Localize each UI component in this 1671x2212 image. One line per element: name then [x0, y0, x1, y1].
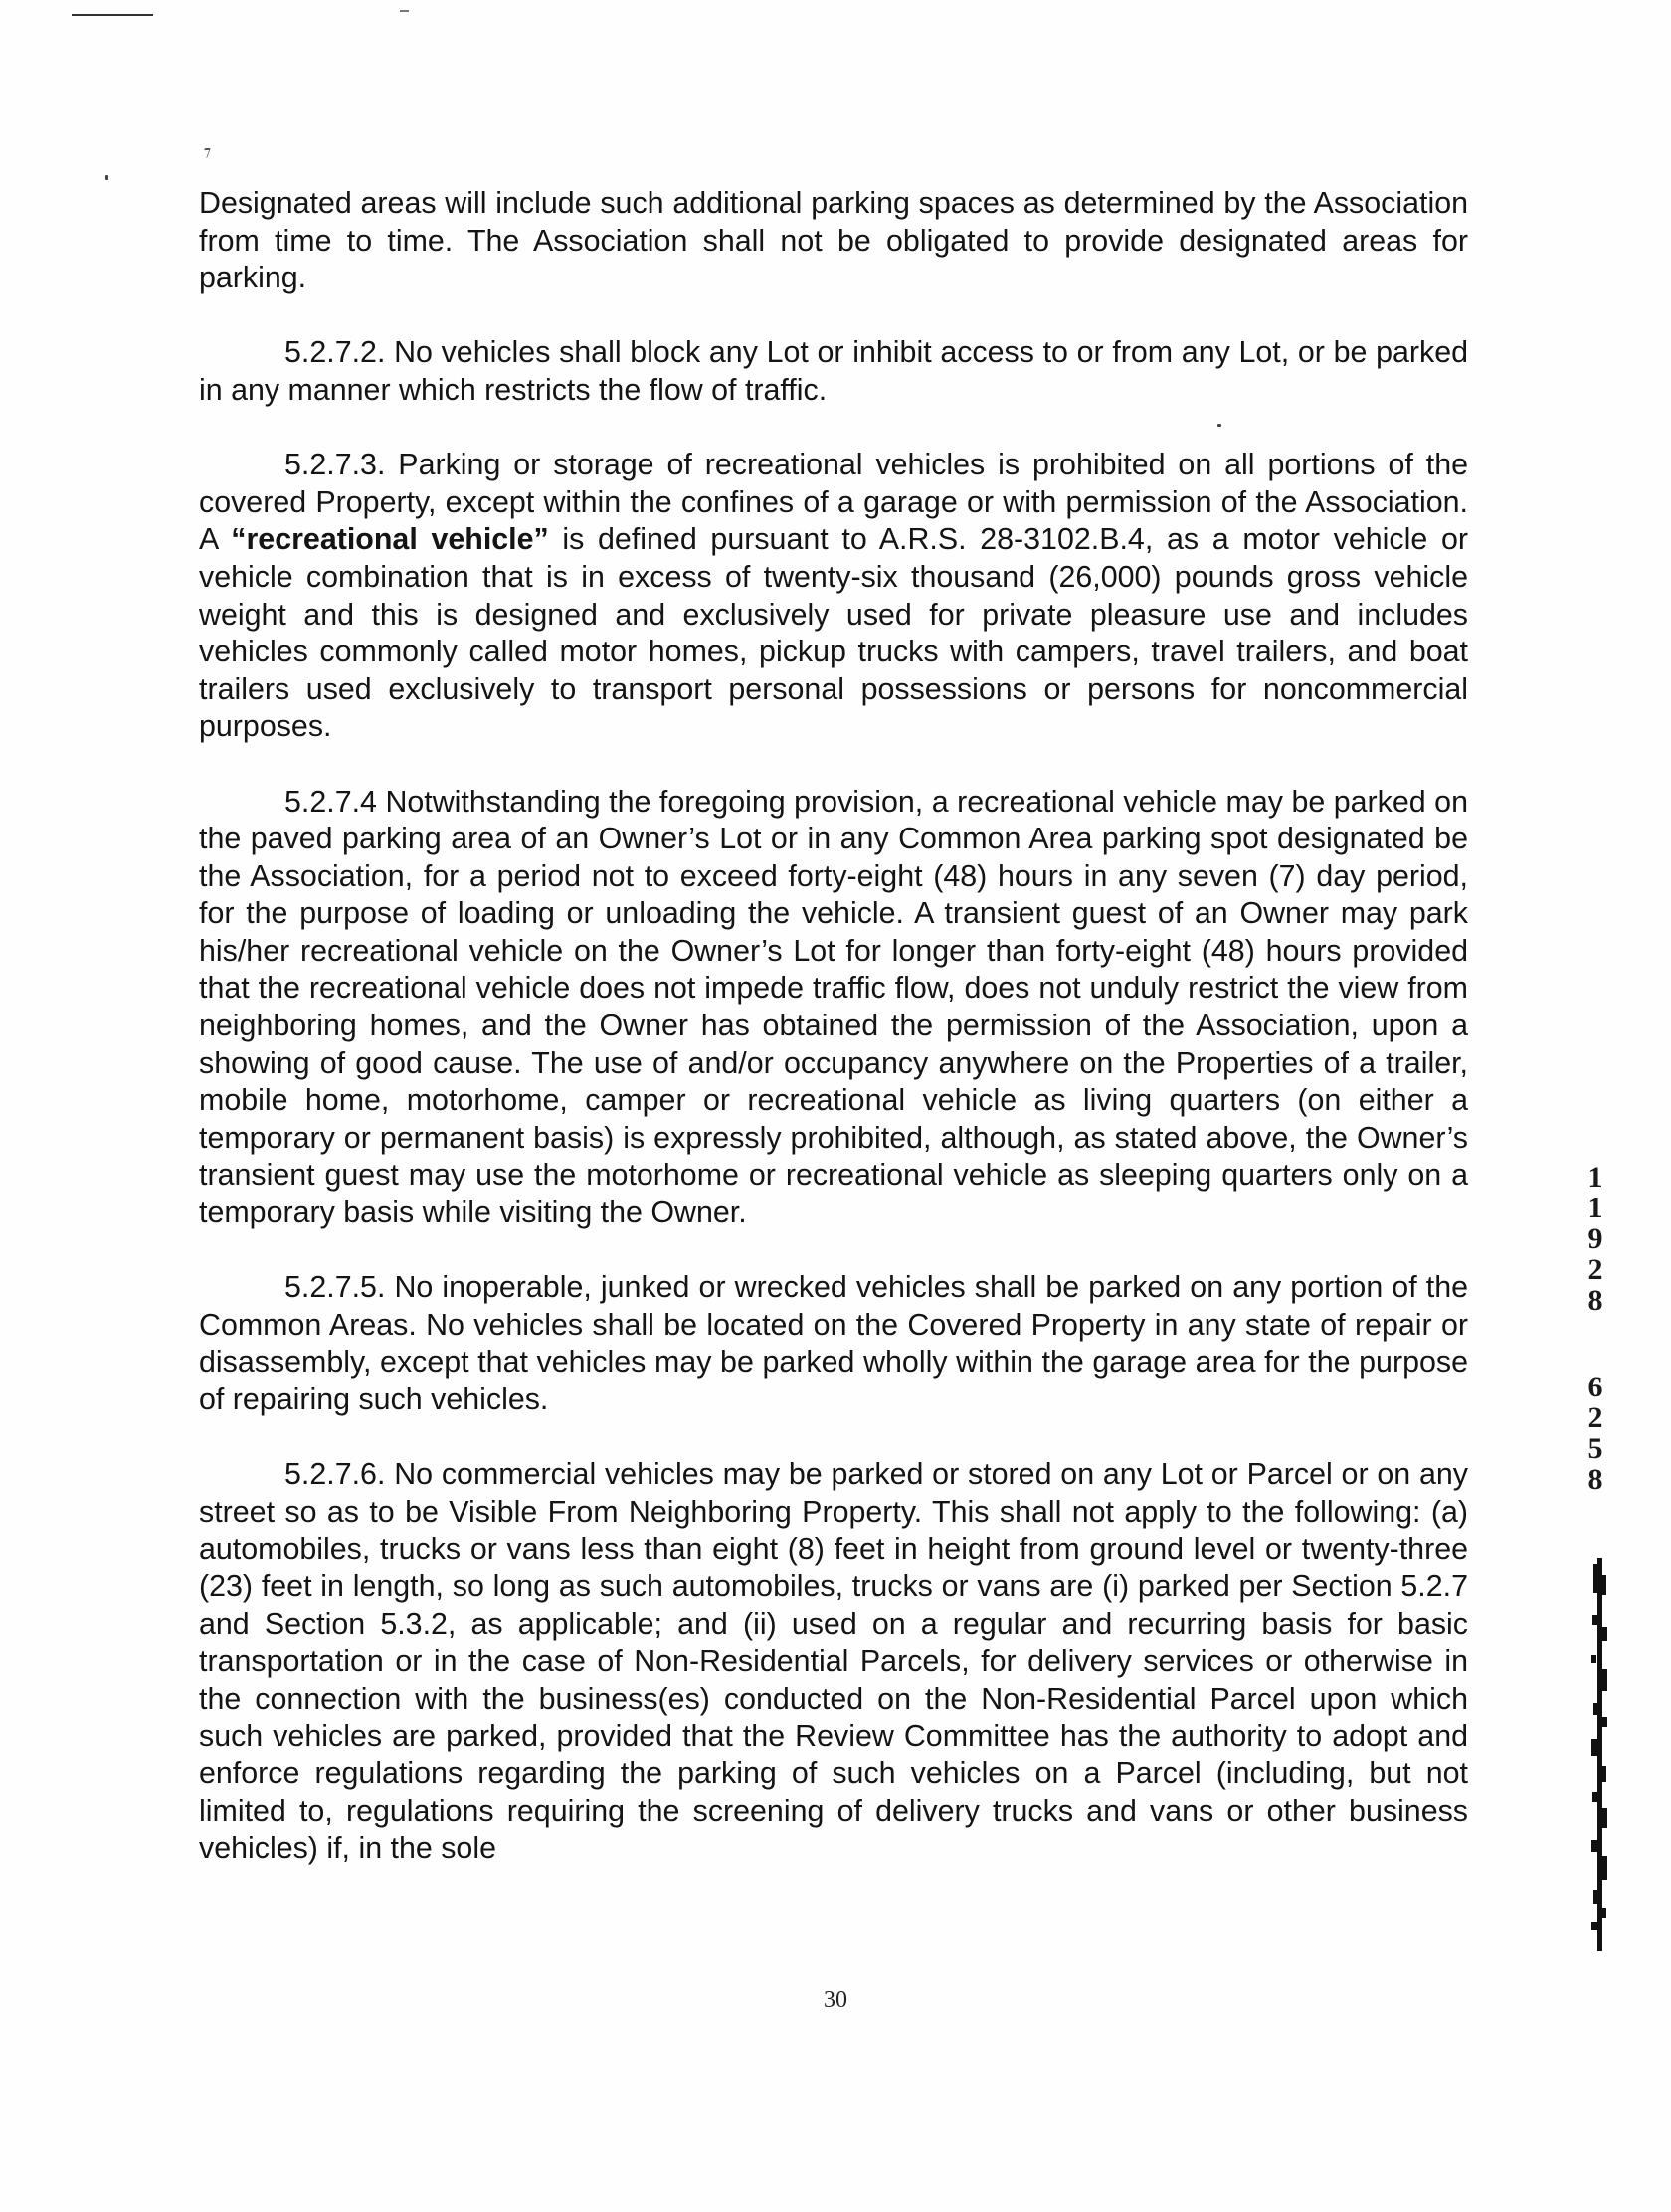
- document-body: [199, 185, 1468, 1868]
- stamp-digit: 5: [1587, 1432, 1603, 1465]
- paragraph-p4: [199, 784, 1468, 1232]
- stamp-digit: 1: [1587, 1192, 1603, 1224]
- paragraph-p3: [199, 447, 1468, 746]
- text-run: Designated areas will include such additional parking spaces as determined by the Association from time to time. The Association shall not be obligated to provide designated areas for parking.: [199, 186, 1468, 295]
- defined-term: “recreational vehicle”: [231, 522, 549, 557]
- scan-speck: [201, 148, 211, 158]
- stamp-gap: [1576, 1316, 1615, 1372]
- text-run: is defined pursuant to A.R.S. 28-3102.B.4, as a motor vehicle or vehicle combination that is in excess of twenty-six thousand (26,000) pounds gross vehicle weight and this is designed and exclusively used for private pleasure use and includes vehicles commonly called motor homes, pickup trucks with campers, travel trailers, and boat trailers used exclusively to transport personal possessions or persons for noncommercial purposes.: [199, 522, 1468, 744]
- scan-speck: [105, 175, 108, 180]
- text-run: 5.2.7.5. No inoperable, junked or wrecked vehicles shall be parked on any portion of the Common Areas. No vehicles shall be located on the Covered Property in any state of repair or disassembly, except that vehicles may be parked wholly within the garage area for the purpose of repairing such vehicles.: [199, 1270, 1468, 1416]
- stamp-digit: 6: [1587, 1371, 1603, 1403]
- top-dash-mark: [400, 10, 409, 12]
- top-rule: [72, 14, 153, 16]
- stamp-digit: 8: [1587, 1284, 1603, 1317]
- text-run: 5.2.7.3. Parking or storage of recreational vehicles is prohibited on all portions of the covered Property, except within the confines of a garage or with permission of the Association. A: [199, 448, 1468, 557]
- stamp-digit: 1: [1587, 1161, 1603, 1194]
- paragraph-p6: [199, 1456, 1468, 1868]
- stamp-digit: 2: [1587, 1401, 1603, 1434]
- paragraph-p5: [199, 1269, 1468, 1418]
- paragraph-p1: [199, 185, 1468, 297]
- side-barcode-mark: [1579, 1558, 1619, 1951]
- stamp-digit: 2: [1587, 1253, 1603, 1286]
- stamp-digit: 8: [1587, 1463, 1603, 1496]
- recording-number-stamp: [1576, 1162, 1615, 1495]
- stamp-digit: 9: [1587, 1222, 1603, 1255]
- paragraph-p2: [199, 334, 1468, 409]
- page-number: 30: [824, 1987, 847, 2013]
- text-run: 5.2.7.6. No commercial vehicles may be parked or stored on any Lot or Parcel or on any street so as to be Visible From Neighboring Property. This shall not apply to the following: (a) automobiles, trucks or vans less than eight (8) feet in height from ground level or twenty-three (23) feet in length, so long as such automobiles, trucks or vans are (i) parked per Section 5.2.7 and Section 5.3.2, as applicable; and (ii) used on a regular and recurring basis for basic transportation or in the case of Non-Residential Parcels, for delivery services or otherwise in the connection with the business(es) conducted on the Non-Residential Parcel upon which such vehicles are parked, provided that the Review Committee has the authority to adopt and enforce regulations regarding the parking of such vehicles on a Parcel (including, but not limited to, regulations requiring the screening of delivery trucks and vans or other business vehicles) if, in the sole: [199, 1457, 1468, 1866]
- text-run: 5.2.7.2. No vehicles shall block any Lot or inhibit access to or from any Lot, or be parked in any manner which restricts the flow of traffic.: [199, 335, 1468, 407]
- text-run: 5.2.7.4 Notwithstanding the foregoing provision, a recreational vehicle may be parked on the paved parking area of an Owner’s Lot or in any Common Area parking spot designated be the Association, for a period not to exceed forty-eight (48) hours in any seven (7) day period, for the purpose of loading or unloading the vehicle. A transient guest of an Owner may park his/her recreational vehicle on the Owner’s Lot for longer than forty-eight (48) hours provided that the recreational vehicle does not impede traffic flow, does not unduly restrict the view from neighboring homes, and the Owner has obtained the permission of the Association, upon a showing of good cause. The use of and/or occupancy anywhere on the Properties of a trailer, mobile home, motorhome, camper or recreational vehicle as living quarters (on either a temporary or permanent basis) is expressly prohibited, although, as stated above, the Owner’s transient guest may use the motorhome or recreational vehicle as sleeping quarters only on a temporary basis while visiting the Owner.: [199, 784, 1468, 1230]
